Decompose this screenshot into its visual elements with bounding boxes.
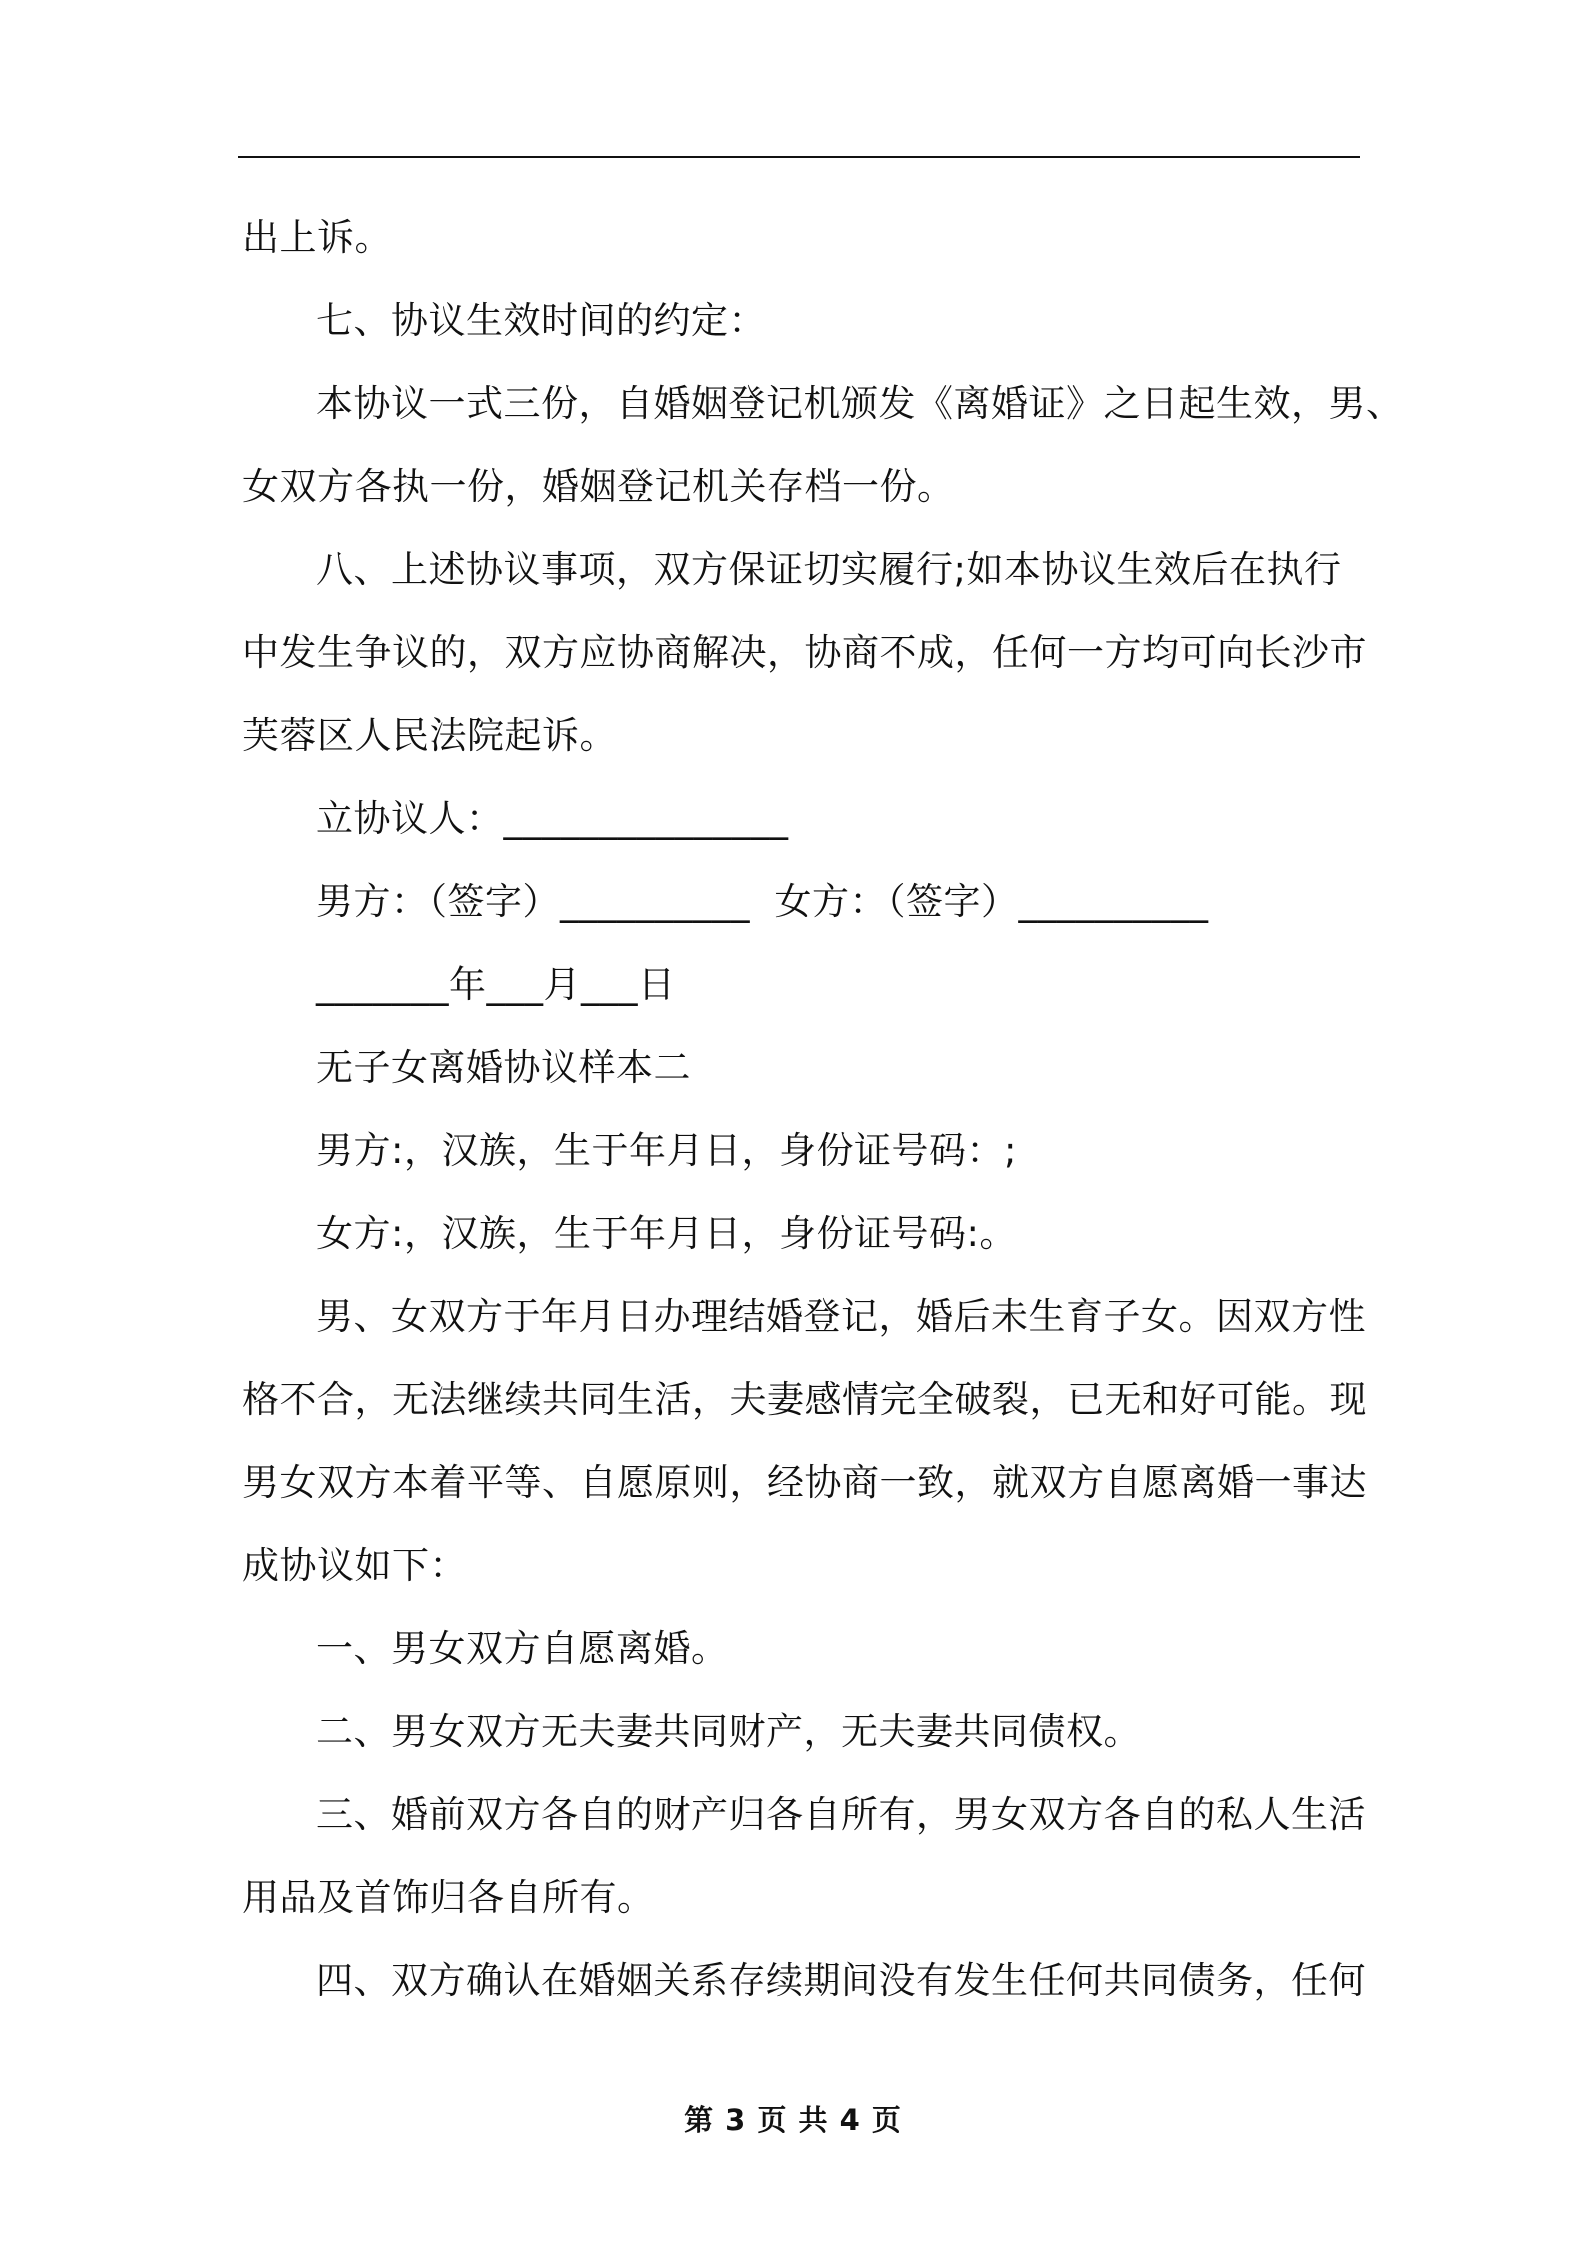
text-line-17: 成协议如下：: [242, 1544, 467, 1587]
text-line-7: 芙蓉区人民法院起诉。: [242, 714, 617, 757]
text-line-12: 男方:，汉族，生于年月日，身份证号码：;: [316, 1129, 1017, 1172]
text-line-6: 中发生争议的，双方应协商解决，协商不成，任何一方均可向长沙市: [242, 631, 1367, 674]
text-line-1: 出上诉。: [242, 216, 392, 259]
text-line-20: 三、婚前双方各自的财产归各自所有，男女双方各自的私人生活: [316, 1793, 1366, 1836]
text-line-5: 八、上述协议事项，双方保证切实履行;如本协议生效后在执行: [316, 548, 1342, 591]
text-line-14: 男、女双方于年月日办理结婚登记，婚后未生育子女。因双方性: [316, 1295, 1366, 1338]
text-line-22: 四、双方确认在婚姻关系存续期间没有发生任何共同债务，任何: [316, 1959, 1366, 2002]
document-body: [242, 196, 1404, 2022]
header-rule: [238, 156, 1360, 158]
text-line-3: 本协议一式三份，自婚姻登记机颁发《离婚证》之日起生效，男、: [316, 382, 1404, 425]
text-line-4: 女双方各执一份，婚姻登记机关存档一份。: [242, 465, 955, 508]
text-line-19: 二、男女双方无夫妻共同财产，无夫妻共同债权。: [316, 1710, 1141, 1753]
signatory-line: 立协议人：_______________: [316, 797, 789, 840]
text-line-15: 格不合，无法继续共同生活，夫妻感情完全破裂，已无和好可能。现: [242, 1378, 1367, 1421]
text-line-21: 用品及首饰归各自所有。: [242, 1876, 655, 1919]
text-line-16: 男女双方本着平等、自愿原则，经协商一致，就双方自愿离婚一事达: [242, 1461, 1367, 1504]
page-number: 第 3 页 共 4 页: [684, 2103, 902, 2137]
text-line-2: 七、协议生效时间的约定：: [316, 299, 766, 342]
text-line-13: 女方:，汉族，生于年月日，身份证号码:。: [316, 1212, 1017, 1255]
text-line-18: 一、男女双方自愿离婚。: [316, 1627, 729, 1670]
section-title: 无子女离婚协议样本二: [316, 1046, 691, 1089]
date-line: _______年___月___日: [316, 963, 676, 1006]
signature-line: 男方：（签字）__________ 女方：（签字）__________: [316, 880, 1209, 923]
